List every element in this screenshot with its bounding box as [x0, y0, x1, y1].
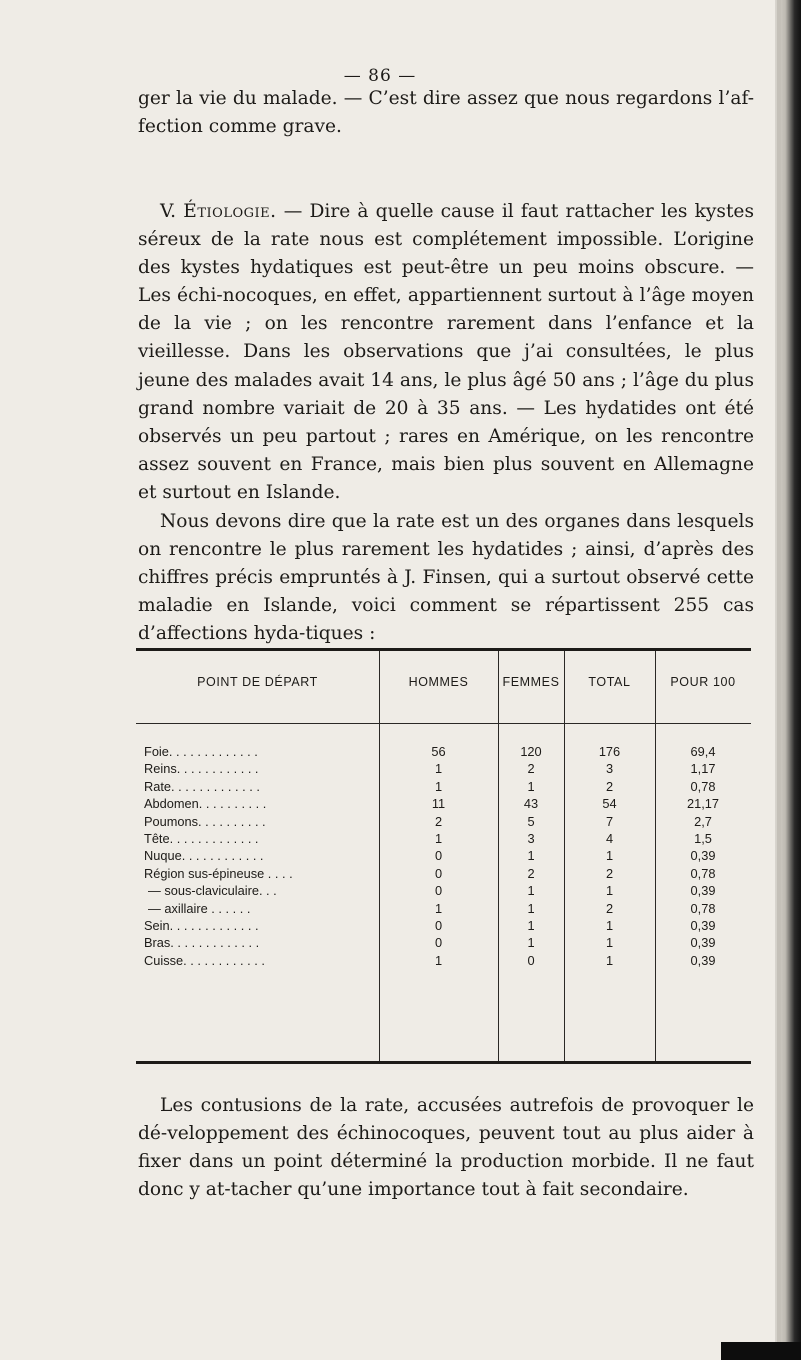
table-cell: 1,5	[694, 831, 712, 846]
table-cell: 1	[527, 848, 535, 864]
table-cell: 0,39	[690, 883, 716, 899]
row-label: Rate. . . . . . . . . . . . .	[144, 778, 260, 794]
table-cell: 3	[527, 831, 535, 846]
table-cell: 1	[434, 778, 443, 794]
table-cell: 1	[434, 761, 443, 777]
section-text: — Dire à quelle cause il faut rattacher les kystes séreux de la rate nous est complétement impossible. L’origine des kystes hydatiques est peut-être un peu moins obscure. — Les échi-nocoques, en effet, appartiennent surtout à l’âge moyen de la vie ; on les rencontre rarement dans l’enfance et la vieillesse. Dans les observations que j’ai consultées, le plus jeune des malades avait 14 ans, le plus âgé 50 ans ; l’âge du plus grand nombre variait de 20 à 35 ans. — Les hydatides ont été observés un peu partout ; rares en Amérique, on les rencontre assez souvent en France, mais bien plus souvent en Allemagne et surtout en Islande.	[138, 201, 754, 503]
section-number: V.	[160, 201, 177, 222]
table-cell: 0	[434, 883, 443, 899]
table-cell: 1	[527, 883, 535, 899]
table-cell: 1,17	[690, 761, 716, 777]
table-cell: 0	[434, 848, 443, 864]
paragraph-contusions	[138, 1092, 754, 1204]
header-pour-100: POUR 100	[670, 675, 736, 689]
paragraph-rate-text: Nous devons dire que la rate est un des organes dans lesquels on rencontre le plus rarement les hydatides ; ainsi, d’après des chiffres précis empruntés à J. Finsen, qui a surtout observé cette maladie en Islande, voici comment se répartissent 255 cas d’affections hyda-tiques :	[138, 511, 754, 645]
table-cell: 0,39	[690, 952, 716, 968]
table-cell: 120	[520, 744, 542, 759]
table-cell: 1	[605, 883, 614, 899]
table-cell: 0	[434, 918, 443, 933]
row-label: Bras. . . . . . . . . . . . .	[144, 935, 260, 951]
table-cell: 0	[527, 952, 535, 968]
table-cell: 21,17	[686, 796, 720, 812]
row-label: Nuque. . . . . . . . . . . .	[144, 848, 264, 864]
row-label: — sous-claviculaire. . .	[148, 883, 277, 899]
row-label: — axillaire . . . . . .	[148, 900, 251, 916]
table-cell: 0,39	[690, 918, 716, 933]
scan-corner	[721, 1342, 801, 1360]
paragraph-etiology	[138, 198, 754, 507]
table-cell: 1	[605, 848, 614, 864]
table-cell: 69,4	[690, 744, 716, 759]
table-cell: 0,39	[690, 848, 716, 864]
table-cell: 1	[605, 952, 614, 968]
table-cell: 2	[605, 865, 614, 881]
table-cell: 2	[605, 778, 614, 794]
table-cell: 0	[434, 865, 443, 881]
header-femmes: FEMMES	[502, 675, 560, 689]
table-cell: 1	[434, 831, 443, 846]
table-cell: 5	[527, 813, 535, 829]
paragraph-intro: ger la vie du malade. — C’est dire assez que nous regardons l’af-fection comme grave.	[138, 88, 754, 138]
table-cell: 7	[605, 813, 614, 829]
page-number: — 86 —	[343, 66, 417, 86]
header-point-de-depart: POINT DE DÉPART	[197, 675, 318, 689]
paragraph-rate	[138, 508, 754, 648]
table-cell: 1	[527, 778, 535, 794]
row-label: Tête. . . . . . . . . . . . .	[144, 831, 259, 846]
table-cell: 1	[527, 935, 535, 951]
table-cell: 1	[527, 900, 535, 916]
table-cell: 1	[605, 918, 614, 933]
table-cell: 2	[527, 761, 535, 777]
table-cell: 56	[431, 744, 446, 759]
table-cell: 43	[523, 796, 539, 812]
table-cell: 1	[434, 952, 443, 968]
table-cell: 11	[431, 796, 446, 812]
table-cell: 0	[434, 935, 443, 951]
table-cell: 0,78	[690, 865, 716, 881]
table-cell: 176	[598, 744, 621, 759]
row-label: Abdomen. . . . . . . . . .	[144, 796, 267, 812]
header-rule	[136, 723, 751, 724]
row-label: Reins. . . . . . . . . . . .	[144, 761, 259, 777]
table-cell: 2	[605, 900, 614, 916]
row-label: Poumons. . . . . . . . . .	[144, 813, 266, 829]
table-cell: 2	[434, 813, 443, 829]
row-label: Région sus-épineuse . . . .	[144, 865, 293, 881]
table-cell: 0,78	[690, 778, 716, 794]
row-label: Foie. . . . . . . . . . . . .	[144, 744, 258, 759]
table-cell: 1	[605, 935, 614, 951]
page-edge-line	[777, 0, 781, 1360]
paragraph-contusions-text: Les contusions de la rate, accusées autrefois de provoquer le dé-veloppement des échinocoques, peuvent tout au plus aider à fixer dans un point déterminé la production morbide. Il ne faut donc y at-tacher qu’une importance tout à fait secondaire.	[138, 1095, 754, 1201]
table-cell: 0,39	[690, 935, 716, 951]
table-cell: 1	[434, 900, 443, 916]
table-cell: 1	[527, 918, 535, 933]
section-heading: Étiologie.	[183, 201, 277, 222]
header-total: TOTAL	[588, 675, 631, 689]
table-cell: 0,78	[690, 900, 716, 916]
header-hommes: HOMMES	[408, 675, 469, 689]
table-cell: 4	[605, 831, 614, 846]
table-cell: 2,7	[694, 813, 712, 829]
row-label: Cuisse. . . . . . . . . . . .	[144, 952, 265, 968]
row-label: Sein. . . . . . . . . . . . .	[144, 918, 259, 933]
statistics-table	[136, 648, 751, 1064]
table-cell: 2	[527, 865, 535, 881]
table-cell: 54	[602, 796, 617, 812]
table-cell: 3	[605, 761, 614, 777]
